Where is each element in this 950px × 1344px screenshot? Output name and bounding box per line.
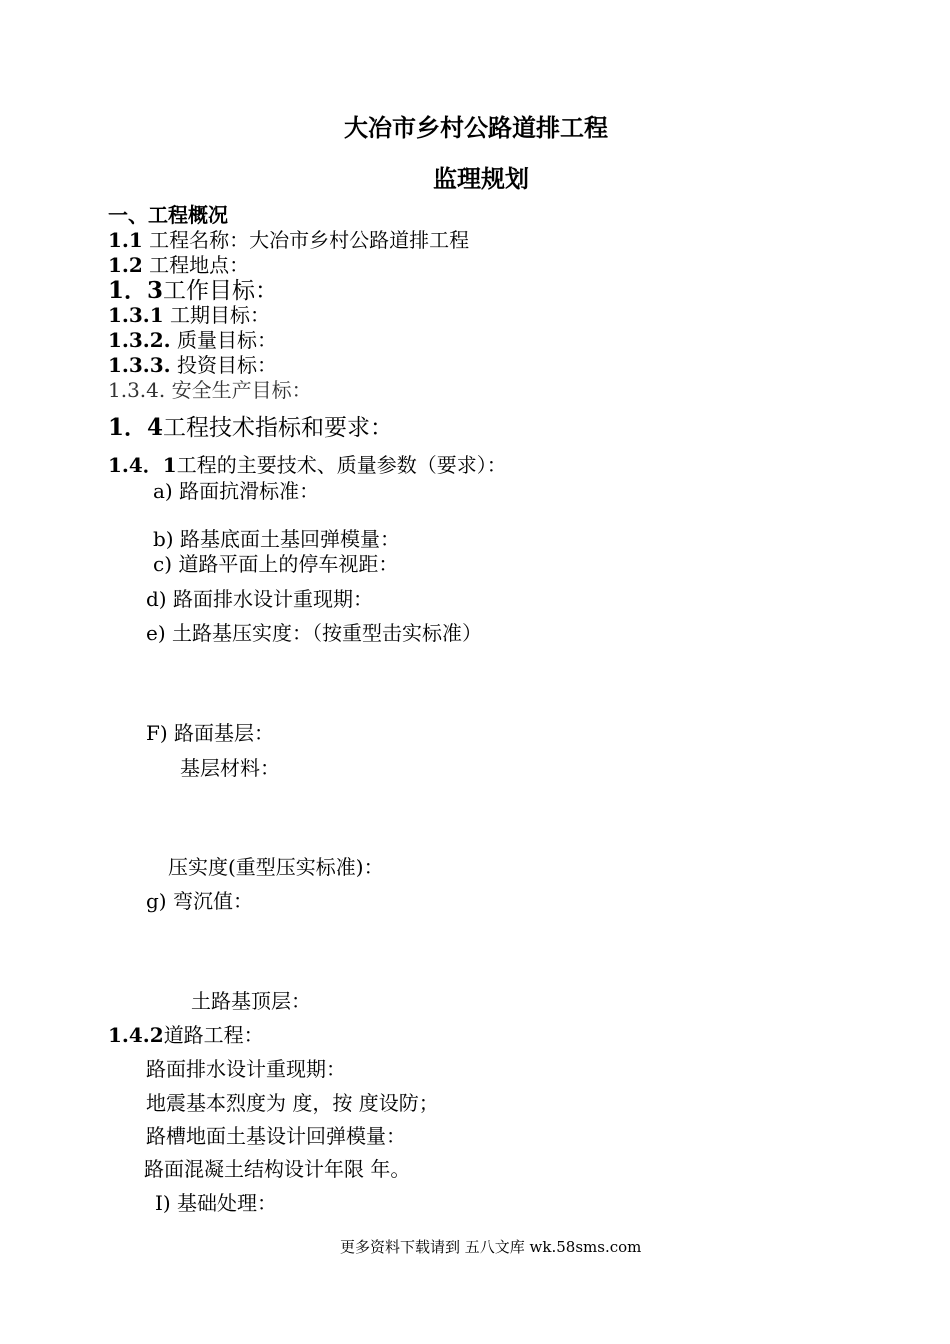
item-1-3-2 xyxy=(108,330,277,350)
item-text: 工程的主要技术、质量参数（要求）： xyxy=(176,453,507,477)
sub-item-b: b) 路基底面土基回弹模量： xyxy=(153,527,400,551)
item-number: 1.3.1 xyxy=(108,303,164,327)
document-subtitle: 监理规划 xyxy=(433,165,529,193)
item-text: 工作目标： xyxy=(163,278,279,304)
item-number: 1.1 xyxy=(108,228,143,252)
item-number: 1.4.2 xyxy=(108,1023,164,1047)
section-heading: 一、工程概况 xyxy=(108,203,228,227)
sub-item-e: e) 土路基压实度：（按重型击实标准） xyxy=(146,621,482,645)
item-text: 投资目标： xyxy=(170,353,277,377)
sub-item-c: c) 道路平面上的停车视距： xyxy=(153,552,399,576)
road-line-3: 路槽地面土基设计回弹模量： xyxy=(146,1124,406,1148)
item-number: 1.3.2. xyxy=(108,328,171,352)
base-material: 基层材料： xyxy=(180,756,280,780)
item-1-4-1 xyxy=(108,455,507,475)
item-1-3 xyxy=(108,279,278,303)
sub-item-f: F) 路面基层： xyxy=(146,721,275,745)
item-1-4-2 xyxy=(108,1025,264,1045)
item-text: 质量目标： xyxy=(170,328,277,352)
item-1-2 xyxy=(108,255,249,275)
sub-item-i: I) 基础处理： xyxy=(155,1191,278,1215)
road-line-2: 地震基本烈度为 度，按 度设防； xyxy=(146,1091,439,1115)
footer-text: 更多资料下载请到 五八文库 wk.58sms.com xyxy=(340,1238,642,1256)
item-number: 1.3.3. xyxy=(108,353,171,377)
item-number: 1.2 xyxy=(108,253,143,277)
item-number: 1．3 xyxy=(108,277,164,304)
item-1-3-3 xyxy=(108,355,277,375)
item-1-3-4: 1.3.4. 安全生产目标： xyxy=(108,378,312,402)
item-1-3-1 xyxy=(108,305,270,325)
road-line-4: 路面混凝土结构设计年限 年。 xyxy=(144,1157,411,1181)
item-text: 工程技术指标和要求： xyxy=(163,415,394,441)
item-1-4 xyxy=(108,416,393,440)
item-text: 道路工程： xyxy=(163,1023,264,1047)
compaction-standard: 压实度(重型压实标准)： xyxy=(168,855,384,879)
item-text: 工期目标： xyxy=(163,303,271,327)
item-number: 1.4．1 xyxy=(108,453,177,477)
item-number: 1．4 xyxy=(108,414,164,441)
item-text: 工程名称：大冶市乡村公路道排工程 xyxy=(142,228,470,252)
item-1-1 xyxy=(108,230,469,250)
sub-item-d: d) 路面排水设计重现期： xyxy=(146,587,373,611)
sub-item-g: g) 弯沉值： xyxy=(146,889,253,913)
road-line-1: 路面排水设计重现期： xyxy=(146,1057,346,1081)
item-text: 工程地点： xyxy=(142,253,250,277)
subgrade-top: 土路基顶层： xyxy=(191,989,311,1013)
document-title: 大冶市乡村公路道排工程 xyxy=(344,114,608,142)
sub-item-a: a) 路面抗滑标准： xyxy=(153,479,320,503)
